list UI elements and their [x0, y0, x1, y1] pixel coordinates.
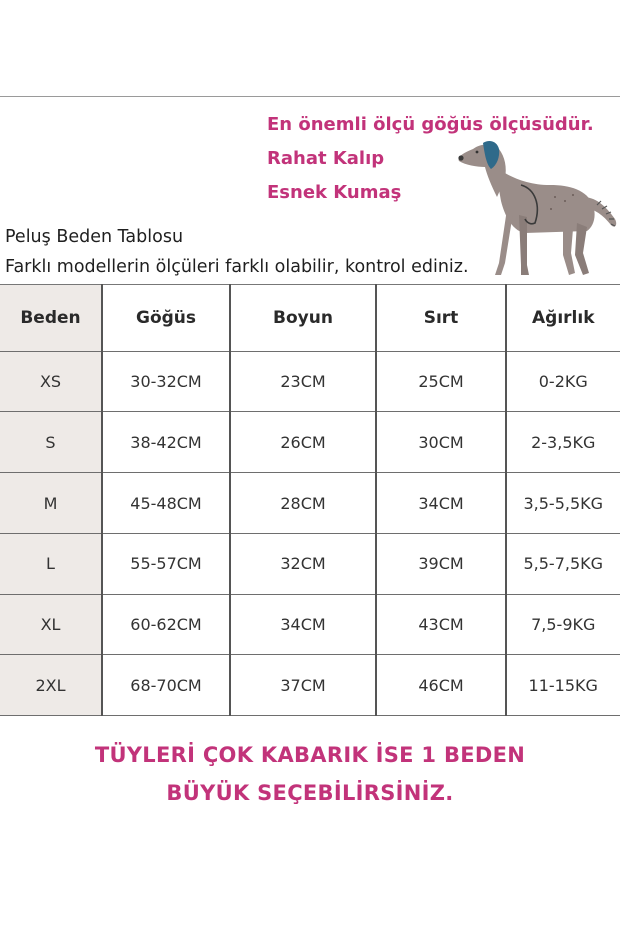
cell-weight: 2-3,5KG — [506, 412, 620, 473]
header-back: Sırt — [376, 285, 506, 352]
header-size: Beden — [0, 285, 102, 352]
highlight-main-measure: En önemli ölçü göğüs ölçüsüdür. — [267, 114, 594, 135]
header-neck: Boyun — [230, 285, 376, 352]
cell-size: XL — [0, 594, 102, 655]
cell-size: 2XL — [0, 655, 102, 716]
cell-weight: 3,5-5,5KG — [506, 473, 620, 534]
cell-size: S — [0, 412, 102, 473]
header-weight: Ağırlık — [506, 285, 620, 352]
table-header-row — [0, 285, 620, 352]
cell-neck: 23CM — [230, 351, 376, 412]
note-line-2: BÜYÜK SEÇEBİLİRSİNİZ. — [166, 781, 454, 805]
table-row — [0, 655, 620, 716]
size-table — [0, 284, 620, 716]
cell-back: 46CM — [376, 655, 506, 716]
size-chart-title: Peluş Beden Tablosu — [5, 227, 184, 247]
table-row — [0, 351, 620, 412]
cell-neck: 32CM — [230, 533, 376, 594]
table-row — [0, 412, 620, 473]
fluffy-fur-note — [0, 736, 620, 812]
cell-neck: 37CM — [230, 655, 376, 716]
table-row — [0, 473, 620, 534]
cell-weight: 7,5-9KG — [506, 594, 620, 655]
cell-neck: 34CM — [230, 594, 376, 655]
size-chart-subtitle: Farklı modellerin ölçüleri farklı olabilir, kontrol ediniz. — [5, 257, 469, 277]
dog-illustration-icon — [455, 135, 620, 280]
highlight-flexible-fabric: Esnek Kumaş — [267, 182, 402, 203]
highlight-comfort-fit: Rahat Kalıp — [267, 148, 385, 169]
cell-weight: 0-2KG — [506, 351, 620, 412]
header-chest: Göğüs — [102, 285, 230, 352]
table-row — [0, 533, 620, 594]
top-divider — [0, 96, 620, 97]
table-row — [0, 594, 620, 655]
cell-neck: 28CM — [230, 473, 376, 534]
cell-weight: 5,5-7,5KG — [506, 533, 620, 594]
cell-neck: 26CM — [230, 412, 376, 473]
cell-chest: 68-70CM — [102, 655, 230, 716]
cell-back: 34CM — [376, 473, 506, 534]
note-line-1: TÜYLERİ ÇOK KABARIK İSE 1 BEDEN — [94, 743, 526, 767]
cell-size: L — [0, 533, 102, 594]
cell-chest: 30-32CM — [102, 351, 230, 412]
intro-text — [5, 222, 469, 282]
cell-back: 25CM — [376, 351, 506, 412]
cell-chest: 60-62CM — [102, 594, 230, 655]
cell-back: 43CM — [376, 594, 506, 655]
cell-size: XS — [0, 351, 102, 412]
cell-chest: 38-42CM — [102, 412, 230, 473]
cell-chest: 45-48CM — [102, 473, 230, 534]
cell-chest: 55-57CM — [102, 533, 230, 594]
cell-back: 30CM — [376, 412, 506, 473]
cell-size: M — [0, 473, 102, 534]
cell-back: 39CM — [376, 533, 506, 594]
cell-weight: 11-15KG — [506, 655, 620, 716]
